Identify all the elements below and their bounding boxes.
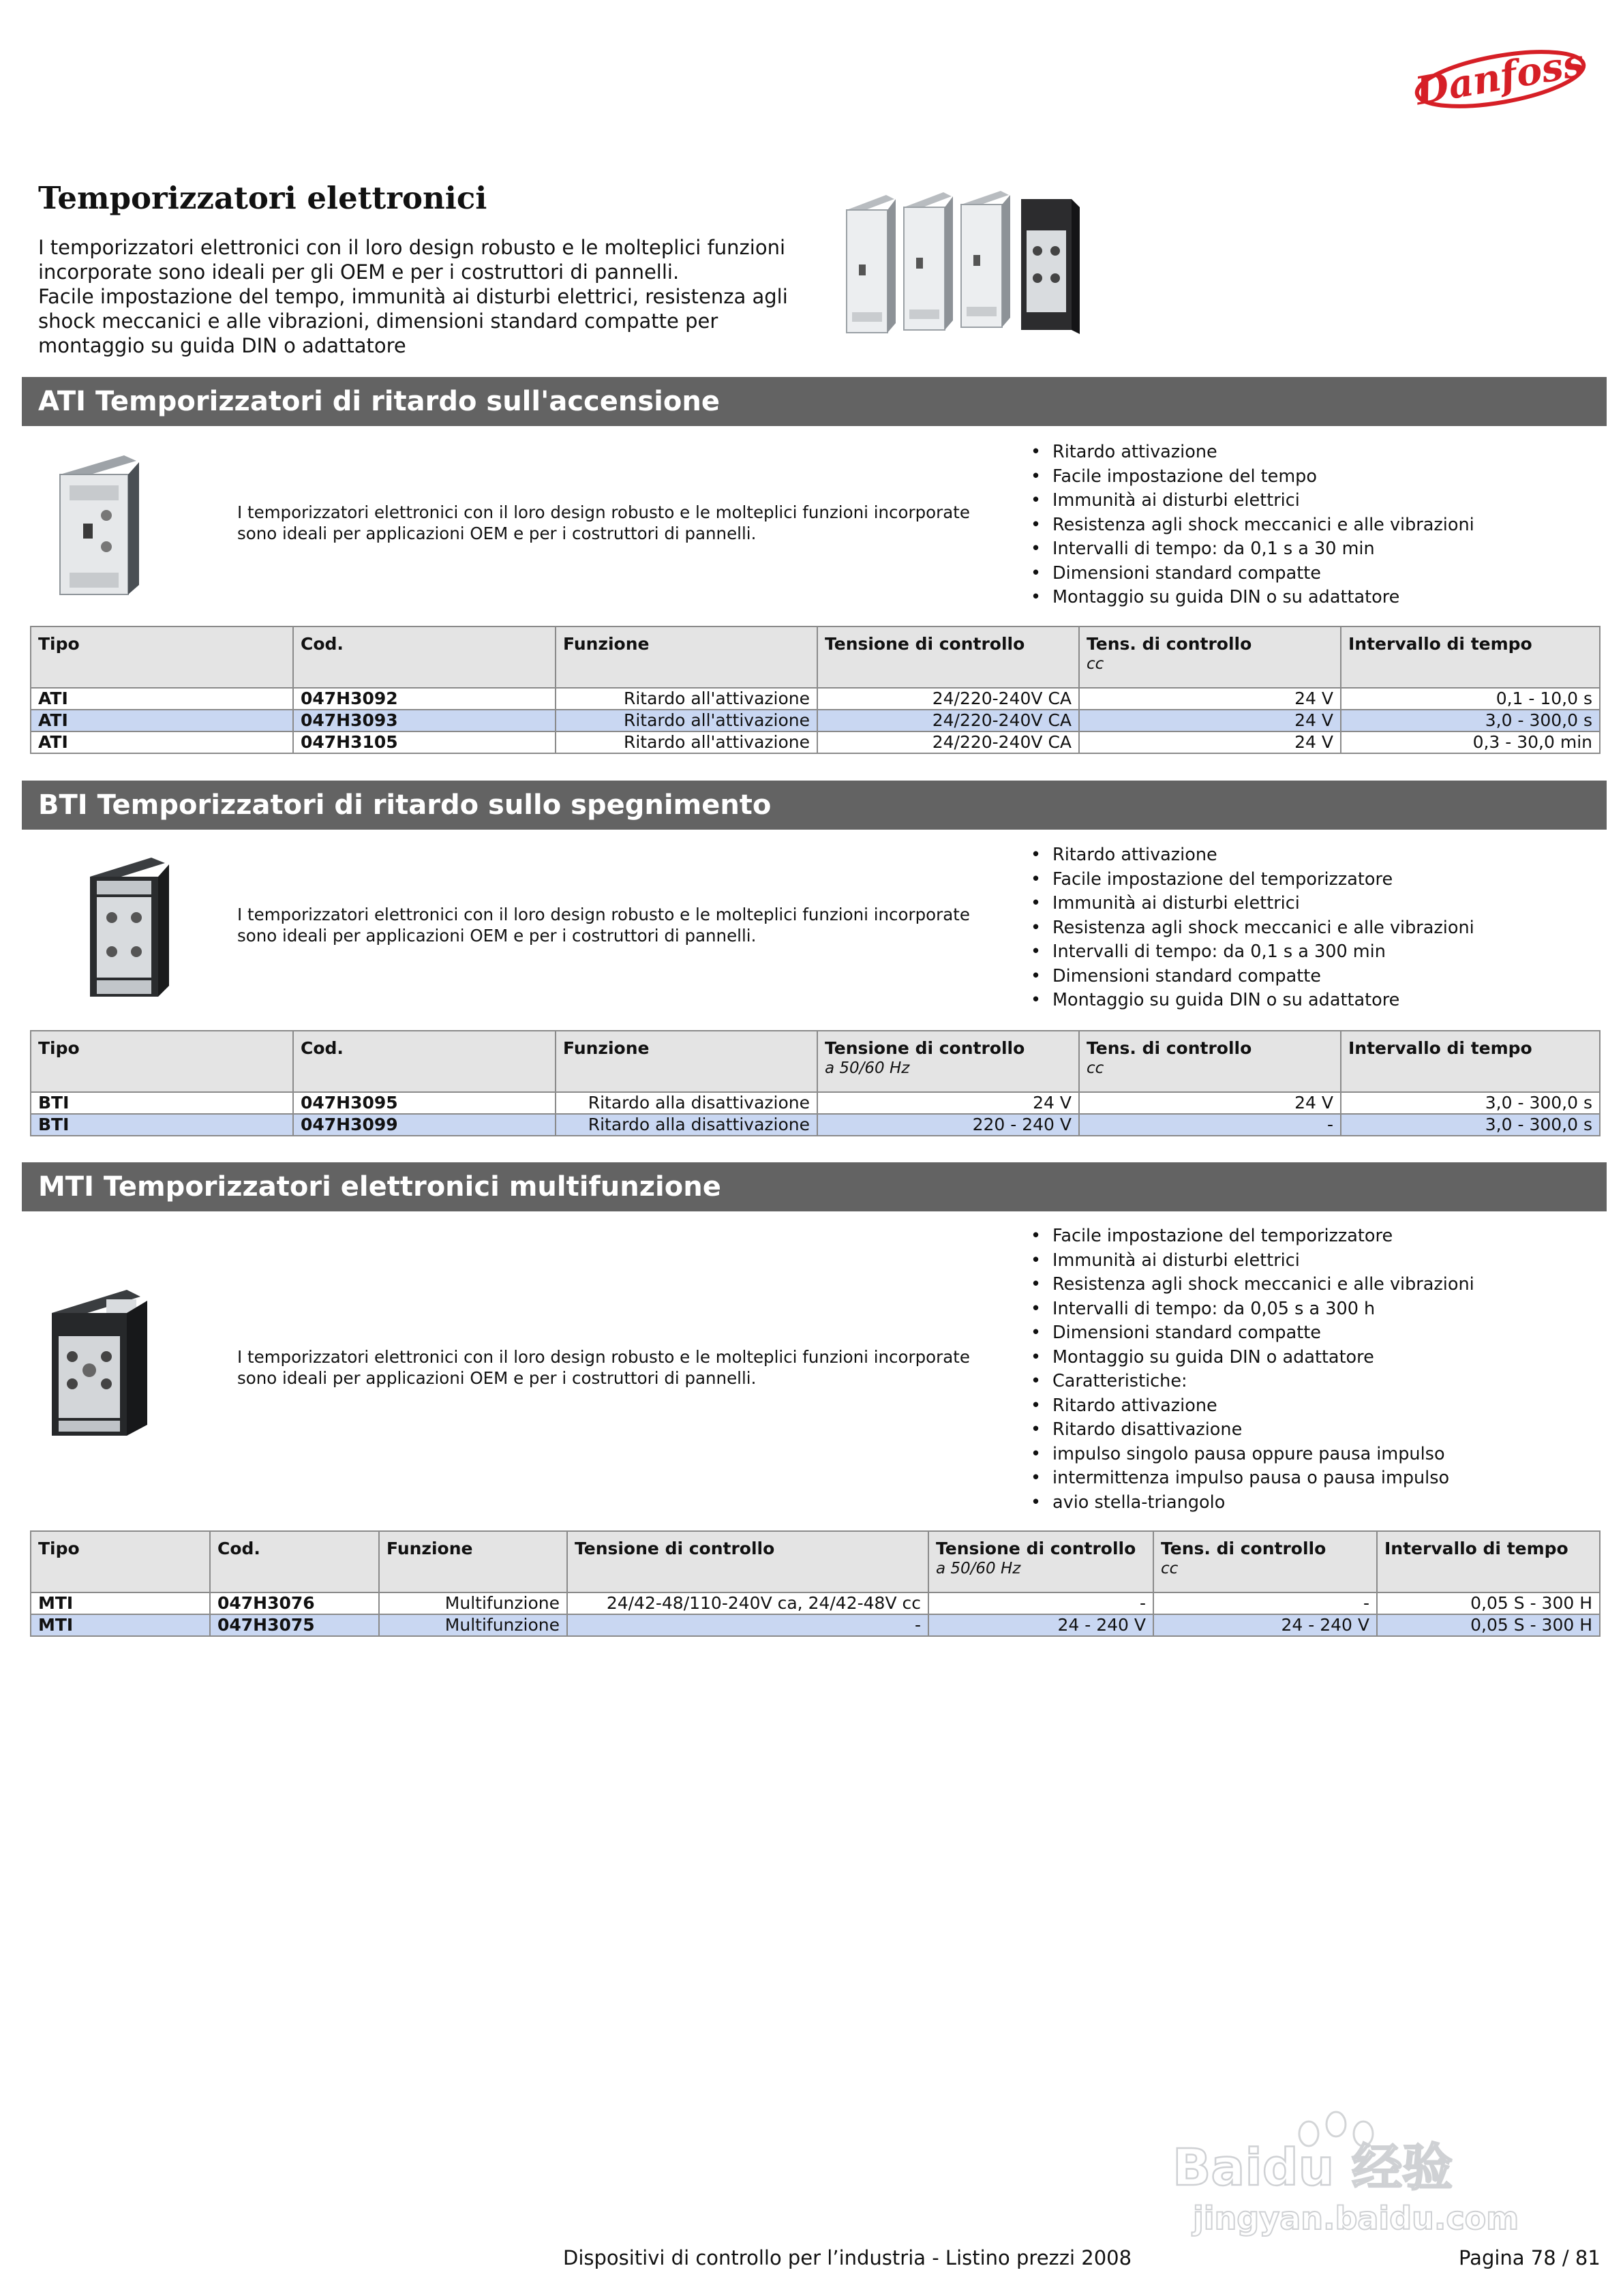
column-header: Tensione di controllo a 50/60 Hz [928, 1531, 1153, 1592]
svg-text:Danfoss: Danfoss [1412, 40, 1588, 115]
table-cell: 24 V [1079, 731, 1341, 753]
bti-spec-table [30, 1030, 1601, 1136]
list-item: • Facile impostazione del temporizzatore [1028, 868, 1587, 892]
table-row [31, 1614, 1600, 1636]
table-cell: 047H3075 [210, 1614, 379, 1636]
table-header-row [31, 1531, 1600, 1592]
list-item: • Dimensioni standard compatte [1028, 965, 1587, 989]
table-cell: 24/220-240V CA [817, 710, 1079, 731]
svg-text:jingyan.baidu.com: jingyan.baidu.com [1193, 2200, 1519, 2237]
table-cell: MTI [31, 1592, 210, 1614]
column-header: Cod. [210, 1531, 379, 1592]
list-item: • Ritardo attivazione [1028, 440, 1587, 465]
column-header: Tipo [31, 626, 293, 688]
table-cell: ATI [31, 731, 293, 753]
table-cell: MTI [31, 1614, 210, 1636]
bti-timer-photo [49, 849, 199, 1005]
table-row [31, 710, 1600, 731]
column-header: Tens. di controllo cc [1153, 1531, 1377, 1592]
baidu-watermark [1132, 2106, 1541, 2243]
list-item: • Intervalli di tempo: da 0,1 s a 300 min [1028, 940, 1587, 965]
list-item: • Resistenza agli shock meccanici e alle vibrazioni [1028, 513, 1587, 538]
table-cell: - [1153, 1592, 1377, 1614]
intro-paragraph: Facile impostazione del tempo, immunità ai disturbi elettrici, resistenza agli shock meccanici e alle vibrazioni, dimensioni standard compatte per montaggio su guida DIN o adattatore [38, 285, 788, 357]
list-item: • intermittenza impulso pausa o pausa impulso [1028, 1466, 1587, 1491]
table-cell: 047H3092 [293, 688, 556, 710]
table-cell: 24 V [1079, 1092, 1341, 1114]
svg-text:Baidu 经验: Baidu 经验 [1172, 2139, 1453, 2197]
table-cell: Ritardo all'attivazione [556, 731, 817, 753]
list-item: • Dimensioni standard compatte [1028, 1321, 1587, 1346]
list-item: • Montaggio su guida DIN o su adattatore [1028, 988, 1587, 1013]
table-cell: 3,0 - 300,0 s [1341, 1114, 1600, 1136]
list-item: • Caratteristiche: [1028, 1370, 1587, 1394]
list-item: • Facile impostazione del tempo [1028, 465, 1587, 489]
table-cell: 24 - 240 V [928, 1614, 1153, 1636]
column-header: Tipo [31, 1531, 210, 1592]
table-cell: 0,05 S - 300 H [1377, 1614, 1600, 1636]
table-cell: - [1079, 1114, 1341, 1136]
table-cell: 24 - 240 V [1153, 1614, 1377, 1636]
page-title: Temporizzatori elettronici [38, 180, 487, 216]
table-cell: 0,05 S - 300 H [1377, 1592, 1600, 1614]
column-header: Intervallo di tempo [1341, 626, 1600, 688]
intro-paragraph: I temporizzatori elettronici con il loro design robusto e le molteplici funzioni incorporate sono ideali per gli OEM e per i costruttori di pannelli. [38, 236, 786, 284]
column-header: Funzione [556, 626, 817, 688]
table-cell: 220 - 240 V [817, 1114, 1079, 1136]
table-cell: 3,0 - 300,0 s [1341, 710, 1600, 731]
column-header: Cod. [293, 626, 556, 688]
ati-timer-photo [49, 450, 199, 600]
column-header: Tipo [31, 1031, 293, 1092]
ati-feature-list [1028, 440, 1587, 610]
list-item: • Montaggio su guida DIN o su adattatore [1028, 586, 1587, 610]
table-cell: 24 V [1079, 688, 1341, 710]
list-item: • Facile impostazione del temporizzatore [1028, 1224, 1587, 1249]
table-cell: 0,1 - 10,0 s [1341, 688, 1600, 710]
table-cell: 24/220-240V CA [817, 688, 1079, 710]
list-item: • impulso singolo pausa oppure pausa impulso [1028, 1442, 1587, 1467]
section-description: I temporizzatori elettronici con il loro design robusto e le molteplici funzioni incorporate sono ideali per applicazioni OEM e per i costruttori di pannelli. [237, 1347, 970, 1388]
list-item: • Ritardo attivazione [1028, 1394, 1587, 1419]
table-cell: BTI [31, 1114, 293, 1136]
column-header: Tensione di controllo [567, 1531, 928, 1592]
list-item: • Intervalli di tempo: da 0,05 s a 300 h [1028, 1297, 1587, 1322]
table-cell: - [567, 1614, 928, 1636]
column-header: Tensione di controllo [817, 626, 1079, 688]
column-header: Intervallo di tempo [1341, 1031, 1600, 1092]
column-header: Cod. [293, 1031, 556, 1092]
table-cell: Multifunzione [379, 1592, 567, 1614]
table-cell: Ritardo all'attivazione [556, 688, 817, 710]
section-header-ati: ATI Temporizzatori di ritardo sull'accensione [22, 377, 1607, 426]
column-header: Tens. di controllo cc [1079, 1031, 1341, 1092]
table-row [31, 1592, 1600, 1614]
list-item: • Immunità ai disturbi elettrici [1028, 489, 1587, 513]
list-item: • Resistenza agli shock meccanici e alle vibrazioni [1028, 1273, 1587, 1297]
table-cell: 047H3095 [293, 1092, 556, 1114]
footer-title: Dispositivi di controllo per l’industria - Listino prezzi 2008 [563, 2246, 1132, 2269]
list-item: • Montaggio su guida DIN o adattatore [1028, 1346, 1587, 1370]
table-cell: 24 V [817, 1092, 1079, 1114]
section-header-mti: MTI Temporizzatori elettronici multifunzione [22, 1162, 1607, 1211]
table-header-row [31, 626, 1600, 688]
table-cell: 047H3093 [293, 710, 556, 731]
intro-text [38, 235, 815, 358]
mti-feature-list [1028, 1224, 1587, 1515]
section-description: I temporizzatori elettronici con il loro design robusto e le molteplici funzioni incorporate sono ideali per applicazioni OEM e per i costruttori di pannelli. [237, 905, 970, 946]
table-cell: BTI [31, 1092, 293, 1114]
list-item: • Ritardo attivazione [1028, 843, 1587, 868]
table-cell: 24/42-48/110-240V ca, 24/42-48V cc [567, 1592, 928, 1614]
table-cell: 24 V [1079, 710, 1341, 731]
page-number: Pagina 78 / 81 [1459, 2246, 1601, 2269]
table-row [31, 731, 1600, 753]
table-cell: Ritardo all'attivazione [556, 710, 817, 731]
column-header: Intervallo di tempo [1377, 1531, 1600, 1592]
list-item: • Intervalli di tempo: da 0,1 s a 30 min [1028, 537, 1587, 562]
table-header-row [31, 1031, 1600, 1092]
table-cell: Ritardo alla disattivazione [556, 1114, 817, 1136]
table-cell: 047H3099 [293, 1114, 556, 1136]
table-cell: 3,0 - 300,0 s [1341, 1092, 1600, 1114]
list-item: • avio stella-triangolo [1028, 1491, 1587, 1515]
table-cell: Ritardo alla disattivazione [556, 1092, 817, 1114]
table-cell: - [928, 1592, 1153, 1614]
section-description: I temporizzatori elettronici con il loro design robusto e le molteplici funzioni incorporate sono ideali per applicazioni OEM e per i costruttori di pannelli. [237, 502, 970, 543]
table-cell: 047H3076 [210, 1592, 379, 1614]
table-cell: 0,3 - 30,0 min [1341, 731, 1600, 753]
table-row [31, 1114, 1600, 1136]
table-cell: 24/220-240V CA [817, 731, 1079, 753]
ati-spec-table [30, 626, 1601, 754]
list-item: • Immunità ai disturbi elettrici [1028, 1249, 1587, 1273]
column-header: Tens. di controllo cc [1079, 626, 1341, 688]
danfoss-logo [1411, 33, 1590, 121]
table-row [31, 1092, 1600, 1114]
table-row [31, 688, 1600, 710]
list-item: • Resistenza agli shock meccanici e alle vibrazioni [1028, 916, 1587, 941]
table-cell: Multifunzione [379, 1614, 567, 1636]
table-cell: ATI [31, 688, 293, 710]
mti-timer-photo [45, 1282, 195, 1445]
bti-feature-list [1028, 843, 1587, 1013]
table-cell: 047H3105 [293, 731, 556, 753]
list-item: • Dimensioni standard compatte [1028, 562, 1587, 586]
timers-group-photo [838, 190, 1084, 341]
column-header: Tensione di controllo a 50/60 Hz [817, 1031, 1079, 1092]
section-header-bti: BTI Temporizzatori di ritardo sullo spegnimento [22, 781, 1607, 830]
list-item: • Ritardo disattivazione [1028, 1418, 1587, 1442]
mti-spec-table [30, 1530, 1601, 1637]
list-item: • Immunità ai disturbi elettrici [1028, 892, 1587, 916]
column-header: Funzione [556, 1031, 817, 1092]
table-cell: ATI [31, 710, 293, 731]
column-header: Funzione [379, 1531, 567, 1592]
